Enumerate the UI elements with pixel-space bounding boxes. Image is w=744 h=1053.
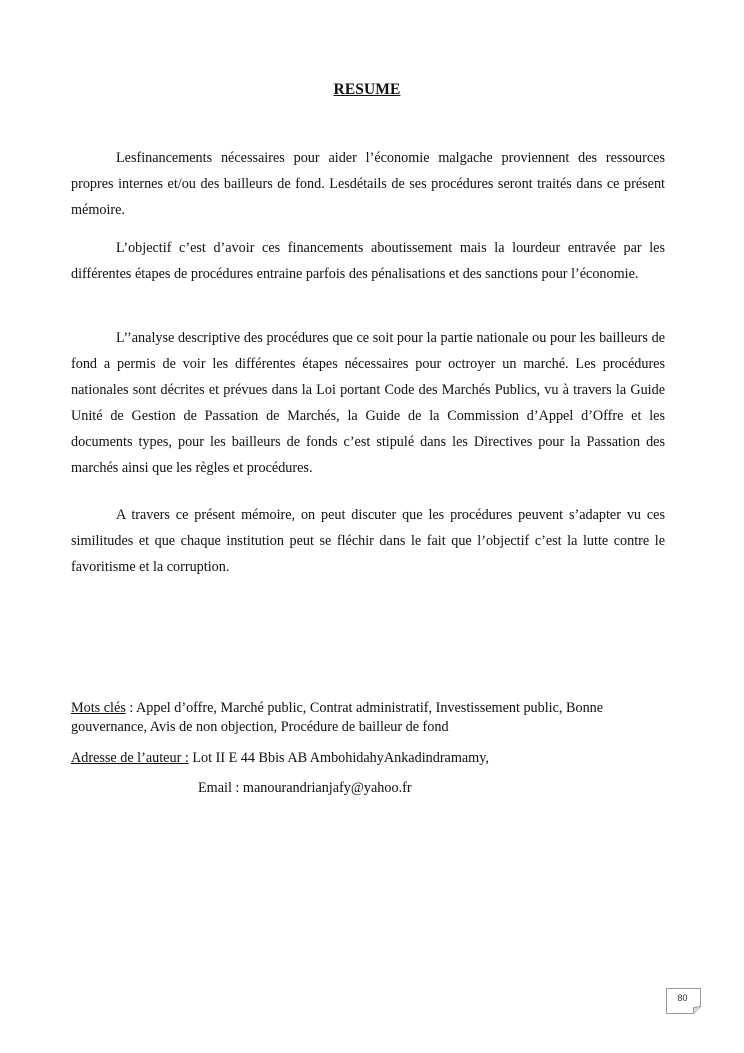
address-text: Lot II E 44 Bbis AB AmbohidahyAnkadindramamy, [188, 750, 489, 766]
keywords-label: Mots clés [71, 700, 126, 716]
paragraph-3 [71, 325, 665, 481]
keywords-text: : Appel d’offre, Marché public, Contrat administratif, Investissement public, Bonne gouvernance, Avis de non objection, Procédure de bailleur de fond [71, 700, 604, 735]
paragraph-1 [71, 145, 665, 223]
page-number: 80 [677, 993, 688, 1003]
page-title: RESUME [333, 81, 401, 98]
paragraph-4-text: A travers ce présent mémoire, on peut discuter que les procédures peuvent s’adapter vu ces similitudes et que chaque institution peut se fléchir dans le fait que l’objectif c’est la lutte contre le favoritisme et la corruption. [71, 507, 665, 575]
author-email: Email : manourandrianjafy@yahoo.fr [198, 780, 412, 796]
paragraph-2 [71, 235, 665, 287]
author-address-line [71, 749, 661, 768]
paragraph-1-text: Lesfinancements nécessaires pour aider l’économie malgache proviennent des ressources propres internes et/ou des bailleurs de fond. Lesdétails de ses procédures seront traités dans ce présent mémoire. [71, 150, 665, 218]
paragraph-3-text: L’’analyse descriptive des procédures que ce soit pour la partie nationale ou pour les bailleurs de fond a permis de voir les différentes étapes nécessaires pour octroyer un marché. Les procédures nationales sont décrites et prévues dans la Loi portant Code des Marchés Publics, vu à travers la Guide Unité de Gestion de Passation de Marchés, la Guide de la Commission d’Appel d’Offre et les documents types, pour les bailleurs de fonds c’est stipulé dans les Directives pour la Passation des marchés ainsi que les règles et procédures. [71, 330, 665, 476]
page-number-box [666, 988, 701, 1014]
keywords-line [71, 699, 661, 737]
paragraph-2-text: L’objectif c’est d’avoir ces financements aboutissement mais la lourdeur entravée par les différentes étapes de procédures entraine parfois des pénalisations et des sanctions pour l’économie. [71, 240, 665, 282]
paragraph-4 [71, 502, 665, 580]
address-label: Adresse de l’auteur : [71, 750, 189, 766]
